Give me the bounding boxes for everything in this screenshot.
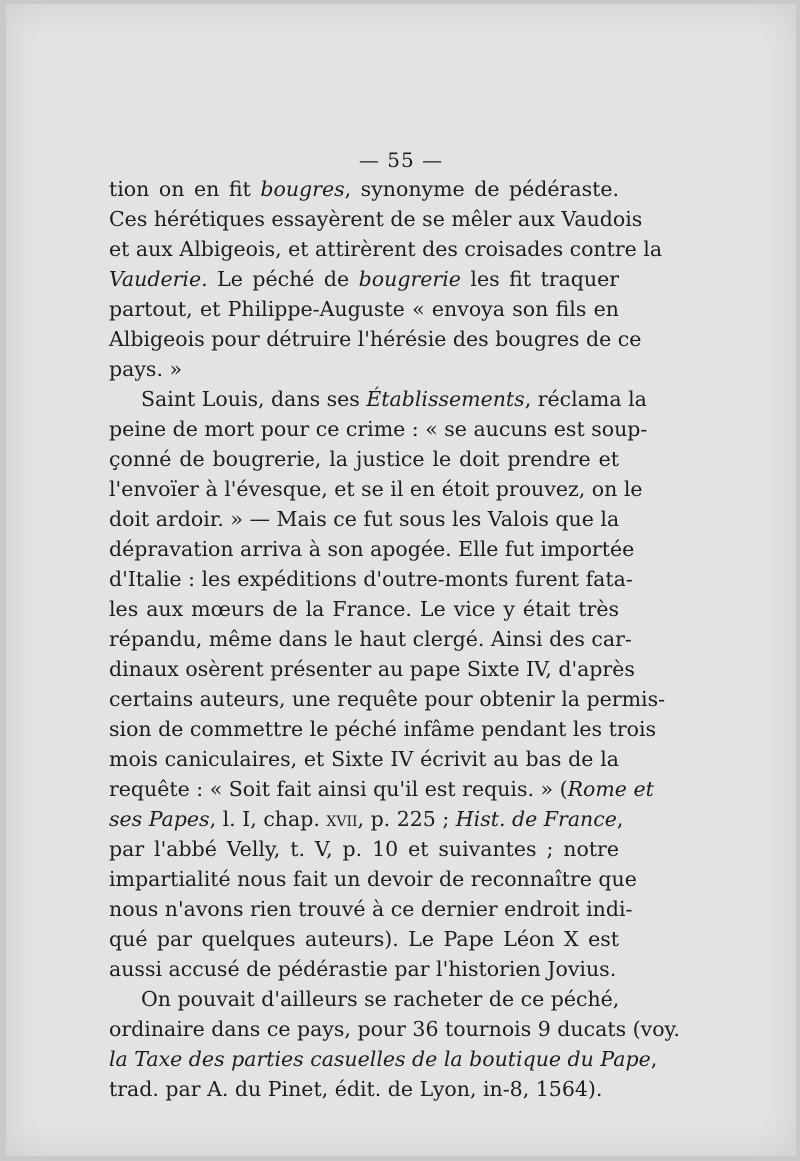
text-line: répandu, même dans le haut clergé. Ainsi des car-	[109, 627, 632, 651]
text-line: requête : « Soit fait ainsi qu'il est requis. » (Rome et	[109, 777, 654, 801]
page-number: — 55 —	[358, 148, 444, 172]
text-line: l'envoïer à l'évesque, et se il en étoit prouvez, on le	[109, 477, 643, 501]
text-line: par l'abbé Velly, t. V, p. 10 et suivantes ; notre	[109, 837, 619, 861]
text-line: impartialité nous fait un devoir de reconnaître que	[109, 867, 637, 891]
text-line: sion de commettre le péché infâme pendant les trois	[109, 717, 657, 741]
text-line: doit ardoir. » — Mais ce fut sous les Valois que la	[109, 507, 620, 531]
text-line: la Taxe des parties casuelles de la boutique du Pape,	[109, 1047, 658, 1071]
text-line: mois caniculaires, et Sixte IV écrivit au bas de la	[109, 747, 619, 771]
book-page	[6, 4, 796, 1156]
text-line: nous n'avons rien trouvé à ce dernier endroit indi-	[109, 897, 633, 921]
text-line: dépravation arriva à son apogée. Elle fut importée	[109, 537, 635, 561]
body-text	[109, 174, 680, 1104]
text-line: Albigeois pour détruire l'hérésie des bougres de ce	[109, 327, 642, 351]
text-line: ses Papes, l. I, chap. xvii, p. 225 ; Hist. de France,	[109, 807, 624, 831]
text-line: aussi accusé de pédérastie par l'historien Jovius.	[109, 957, 617, 981]
text-line: d'Italie : les expéditions d'outre-monts furent fata-	[109, 567, 633, 591]
text-line: dinaux osèrent présenter au pape Sixte IV, d'après	[109, 657, 635, 681]
text-line: On pouvait d'ailleurs se racheter de ce péché,	[141, 987, 620, 1011]
text-line: pays. »	[109, 357, 183, 381]
text-line: qué par quelques auteurs). Le Pape Léon X est	[109, 927, 619, 951]
text-line: Ces hérétiques essayèrent de se mêler aux Vaudois	[109, 207, 643, 231]
text-line: partout, et Philippe-Auguste « envoya son fils en	[109, 297, 619, 321]
text-line: ordinaire dans ce pays, pour 36 tournois 9 ducats (voy.	[109, 1017, 680, 1041]
text-line: trad. par A. du Pinet, édit. de Lyon, in-8, 1564).	[109, 1077, 603, 1101]
text-line: çonné de bougrerie, la justice le doit prendre et	[109, 447, 619, 471]
text-line: et aux Albigeois, et attirèrent des croisades contre la	[109, 237, 663, 261]
text-line: certains auteurs, une requête pour obtenir la permis-	[109, 687, 666, 711]
text-line: tion on en fit bougres, synonyme de pédéraste.	[109, 177, 619, 201]
text-line: peine de mort pour ce crime : « se aucuns est soup-	[109, 417, 648, 441]
text-line: les aux mœurs de la France. Le vice y était très	[109, 597, 619, 621]
text-line: Vauderie. Le péché de bougrerie les fit traquer	[109, 267, 620, 291]
text-line: Saint Louis, dans ses Établissements, réclama la	[141, 387, 647, 411]
